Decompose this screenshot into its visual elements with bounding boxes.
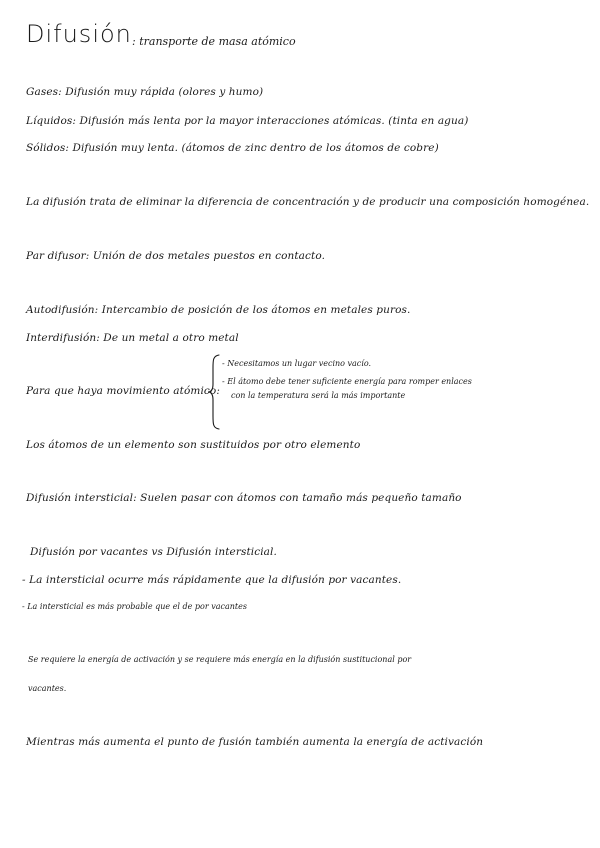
purpose-line: La difusión trata de eliminar la diferencia de concentración y de producir una composición homogénea.: [26, 196, 590, 208]
page-title: Difusión: [26, 20, 132, 48]
fusion-line: Mientras más aumenta el punto de fusión también aumenta la energía de activación: [26, 736, 484, 748]
energia-line-2: vacantes.: [28, 684, 67, 693]
vacantes-point-2: - La intersticial es más probable que el de por vacantes: [22, 602, 247, 611]
energia-line-1: Se requiere la energía de activación y se requiere más energía en la difusión sustitucional por: [28, 655, 412, 664]
interdifusion-line: Interdifusión: De un metal a otro metal: [26, 332, 239, 344]
par-difusor-line: Par difusor: Unión de dos metales puestos en contacto.: [26, 250, 326, 262]
vacantes-point-1: - La intersticial ocurre más rápidamente que la difusión por vacantes.: [22, 574, 402, 586]
curly-brace-icon: [207, 354, 221, 430]
para-que-line: Para que haya movimiento atómico:: [26, 385, 220, 397]
condition-1: - Necesitamos un lugar vecino vacío.: [222, 359, 372, 368]
condition-2a: - El átomo debe tener suficiente energía para romper enlaces: [222, 377, 472, 386]
gases-line: Gases: Difusión muy rápida (olores y humo): [26, 86, 264, 98]
vacantes-title-line: Difusión por vacantes vs Difusión intersticial.: [30, 546, 277, 558]
liquidos-line: Líquidos: Difusión más lenta por la mayor interacciones atómicas. (tinta en agua): [26, 115, 469, 127]
page-subtitle: : transporte de masa atómico: [132, 35, 296, 48]
sustituidos-line: Los átomos de un elemento son sustituidos por otro elemento: [26, 439, 361, 451]
condition-2b: con la temperatura será la más importante: [231, 391, 406, 400]
intersticial-line: Difusión intersticial: Suelen pasar con átomos con tamaño más pequeño tamaño: [26, 492, 462, 504]
autodifusion-line: Autodifusión: Intercambio de posición de los átomos en metales puros.: [26, 304, 411, 316]
solidos-line: Sólidos: Difusión muy lenta. (átomos de zinc dentro de los átomos de cobre): [26, 142, 439, 154]
